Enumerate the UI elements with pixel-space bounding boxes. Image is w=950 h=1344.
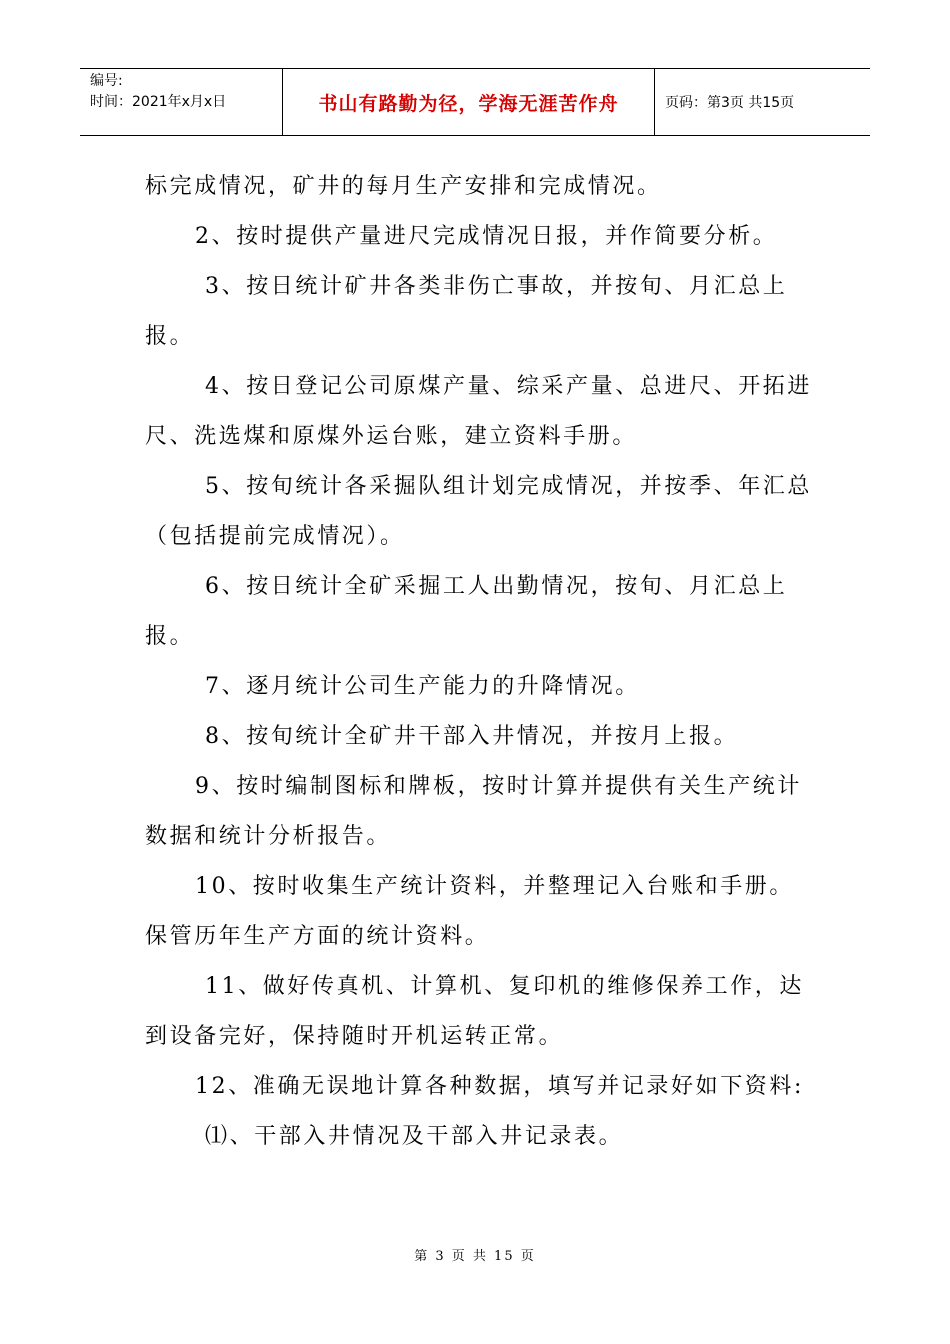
header-page-info [655,69,870,135]
paragraph: 9、按时编制图标和牌板，按时计算并提供有关生产统计数据和统计分析报告。 [145,774,802,849]
header-meta [80,69,283,135]
paragraph: 4、按日登记公司原煤产量、综采产量、总进尺、开拓进尺、洗选煤和原煤外运台账，建立资料手册。 [145,374,812,449]
paragraph: ⑴、干部入井情况及干部入井记录表。 [205,1124,624,1149]
paragraph: 标完成情况，矿井的每月生产安排和完成情况。 [145,174,662,199]
motto-text: 书山有路勤为径，学海无涯苦作舟 [318,92,619,115]
header-motto [283,69,655,135]
document-date: 时间：2021年x月x日 [90,94,227,110]
paragraph: 11、做好传真机、计算机、复印机的维修保养工作，达到设备完好，保持随时开机运转正常。 [145,974,804,1049]
paragraph: 7、逐月统计公司生产能力的升降情况。 [205,674,640,699]
page-info-text: 页码：第3页 共15页 [665,95,795,111]
document-body [145,162,815,1162]
paragraph: 10、按时收集生产统计资料，并整理记入台账和手册。保管历年生产方面的统计资料。 [145,874,794,949]
page-footer [0,1245,950,1264]
paragraph: 3、按日统计矿井各类非伤亡事故，并按旬、月汇总上报。 [145,274,788,349]
footer-page-number: 第 3 页 共 15 页 [414,1249,536,1264]
document-number-label: 编号: [90,73,123,89]
paragraph: 5、按旬统计各采掘队组计划完成情况，并按季、年汇总（包括提前完成情况）。 [145,474,812,549]
paragraph: 2、按时提供产量进尺完成情况日报，并作简要分析。 [195,224,778,249]
paragraph: 12、准确无误地计算各种数据，填写并记录好如下资料: [195,1074,805,1099]
paragraph: 6、按日统计全矿采掘工人出勤情况，按旬、月汇总上报。 [145,574,788,649]
document-header [80,68,870,136]
paragraph: 8、按旬统计全矿井干部入井情况，并按月上报。 [205,724,739,749]
